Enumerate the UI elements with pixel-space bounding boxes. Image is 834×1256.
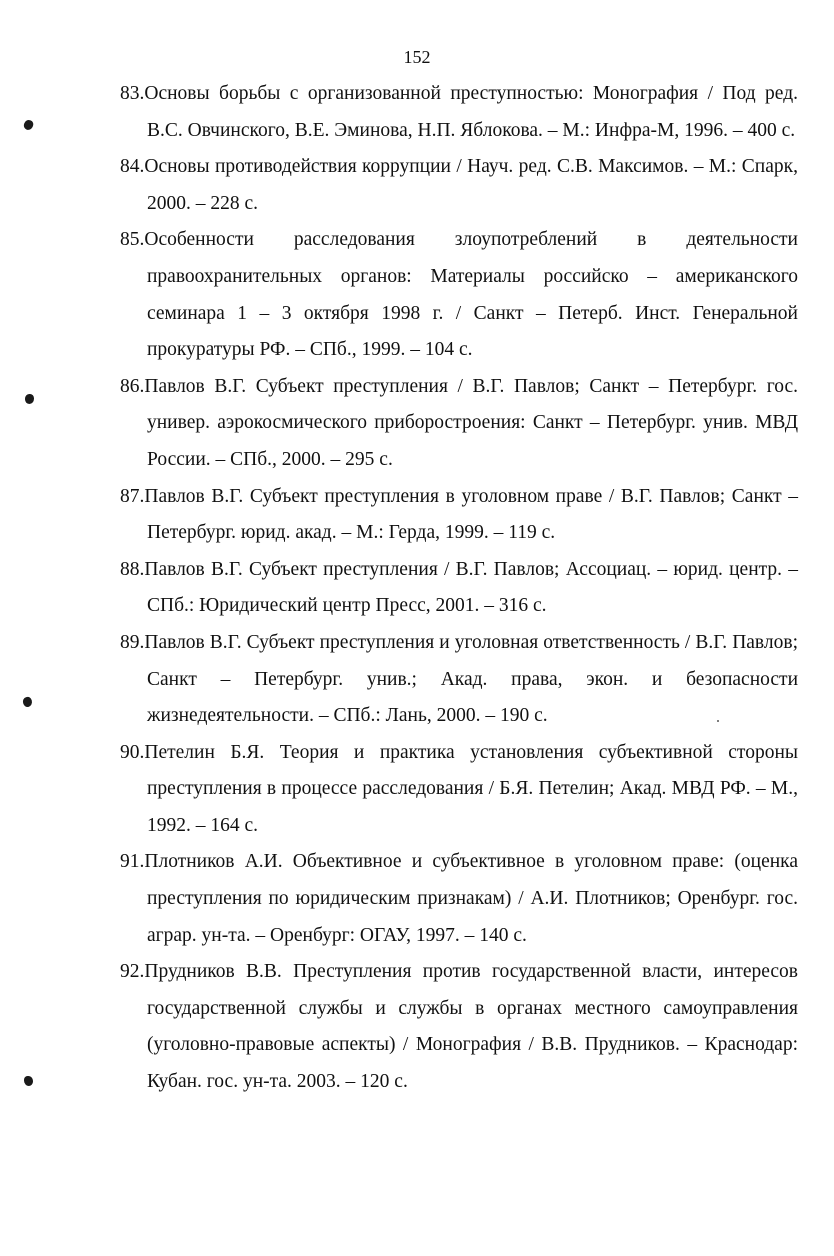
reference-item: 88.Павлов В.Г. Субъект преступления / В.Г. Павлов; Ассоциац. – юрид. центр. – СПб.: Юридический центр Пресс, 2001. – 316 с. (120, 558, 798, 617)
reference-item: 86.Павлов В.Г. Субъект преступления / В.Г. Павлов; Санкт – Петербург. гос. универ. аэрокосмического приборостроения: Санкт – Петербург. унив. МВД России. – СПб., 2000. – 295 с. (120, 375, 798, 470)
reference-item: 87.Павлов В.Г. Субъект преступления в уголовном праве / В.Г. Павлов; Санкт –Петербург. юрид. акад. – М.: Герда, 1999. – 119 с. (120, 485, 798, 544)
reference-item: 84.Основы противодействия коррупции / Науч. ред. С.В. Максимов. – М.: Спарк, 2000. – 228 с. (120, 156, 798, 214)
page-number: 152 (403, 47, 431, 67)
reference-item: 92.Прудников В.В. Преступления против государственной власти, интересов государственной службы и службы в органах местного самоуправления (уголовно-правовые аспекты) / Монография / В.В. Прудников. – Краснодар: Кубан. гос. ун-та. 2003. – 120 с. (120, 961, 798, 1093)
reference-list (120, 76, 798, 1101)
binding-hole-mark (23, 119, 35, 131)
reference-item: 89.Павлов В.Г. Субъект преступления и уголовная ответственность / В.Г. Павлов; Санкт – Петербург. унив.; Акад. права, экон. и безопасности жизнедеятельности. – СПб.: Лань, 2000. – 190 с. (120, 631, 798, 727)
binding-hole-mark (25, 394, 34, 404)
binding-hole-mark (24, 1076, 33, 1086)
reference-item: 91.Плотников А.И. Объективное и субъективное в уголовном праве: (оценка преступления по юридическим признакам) / А.И. Плотников; Оренбург. гос. аграр. ун-та. – Оренбург: ОГАУ, 1997. – 140 с. (120, 851, 798, 946)
binding-hole-mark (22, 696, 33, 708)
reference-item: 83.Основы борьбы с организованной преступностью: Монография / Под ред. В.С. Овчинского, В.Е. Эминова, Н.П. Яблокова. – М.: Инфра-М, 1996. – 400 с. (120, 83, 798, 141)
reference-item: 90.Петелин Б.Я. Теория и практика установления субъективной стороны преступления в процессе расследования / Б.Я. Петелин; Акад. МВД РФ. – М., 1992. – 164 с. (120, 741, 798, 836)
scan-speck (717, 720, 719, 722)
reference-item: 85.Особенности расследования злоупотреблений в деятельности правоохранительных органов: Материалы российско – американского семинара 1 – 3 октября 1998 г. / Санкт – Петерб. Инст. Генеральной прокуратуры РФ. – СПб., 1999. – 104 с. (120, 229, 798, 361)
